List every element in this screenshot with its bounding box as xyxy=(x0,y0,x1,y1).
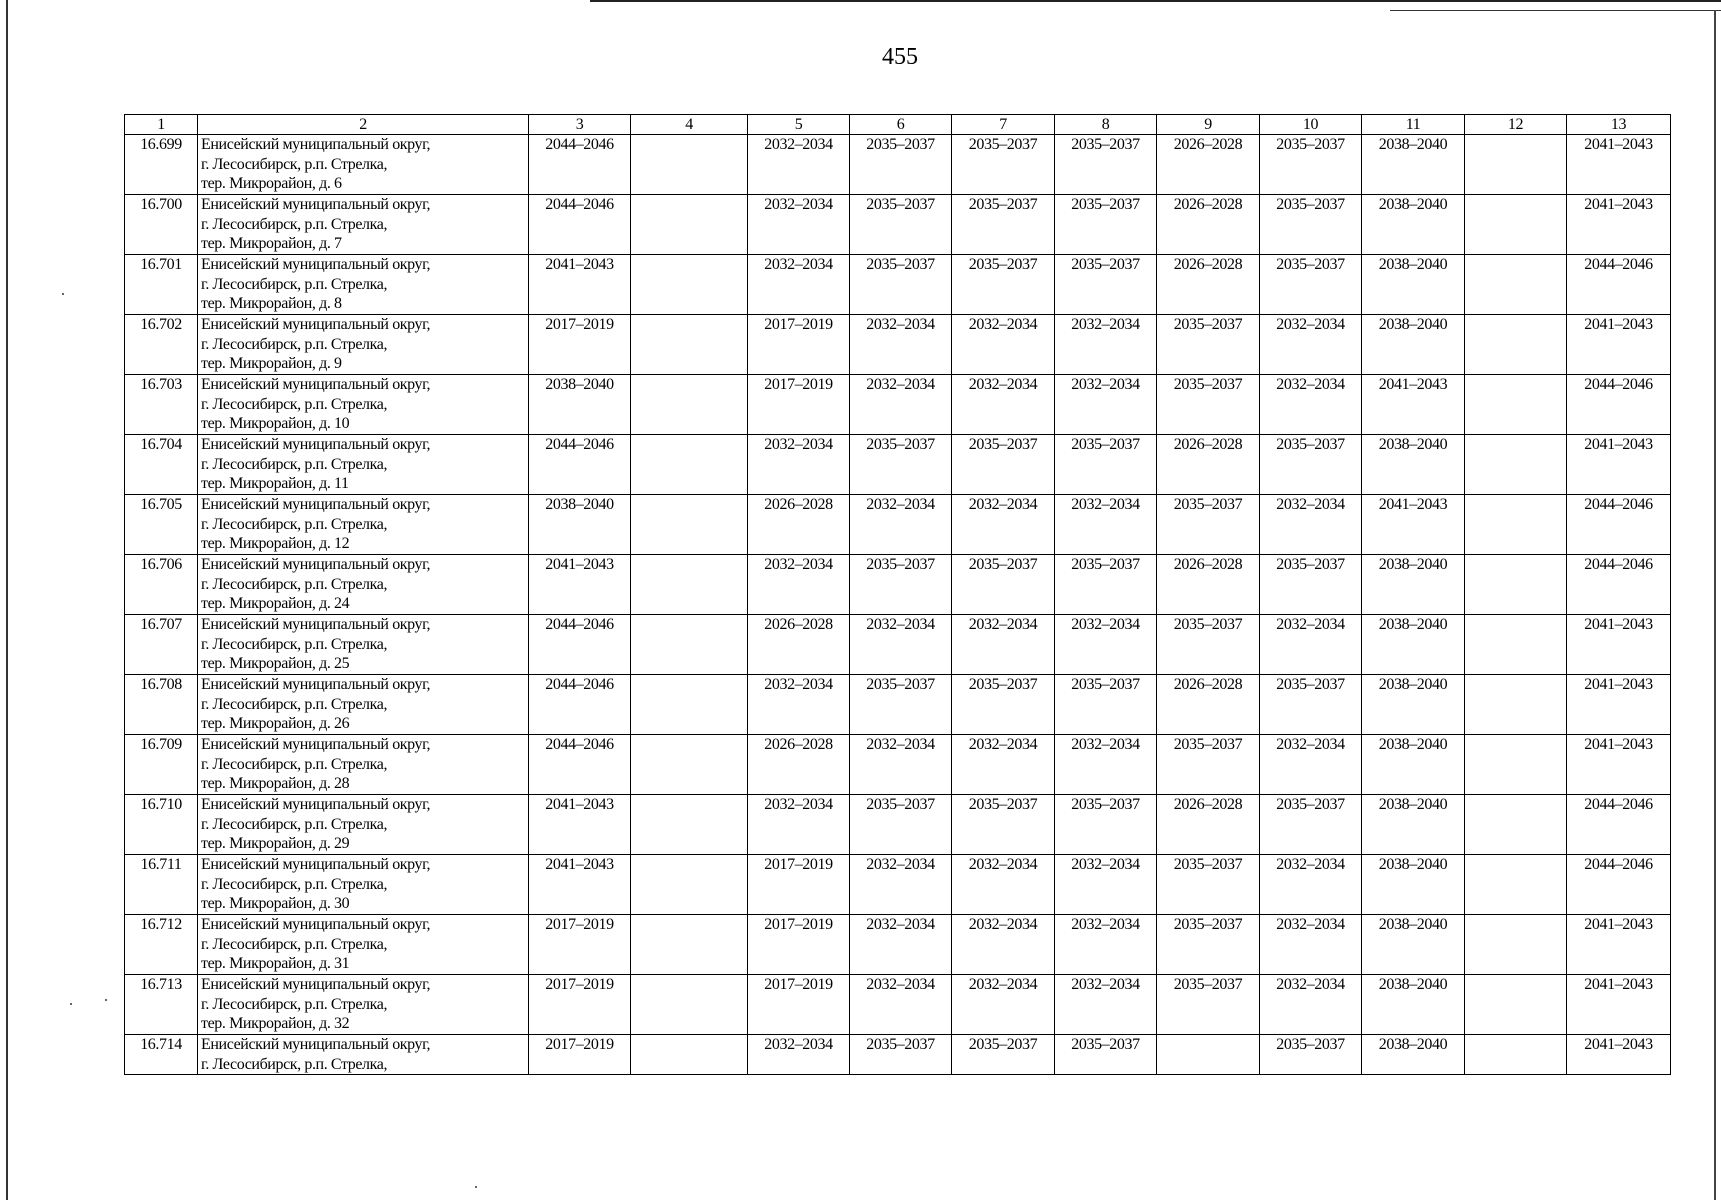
period-cell-c13: 2041–2043 xyxy=(1567,975,1671,1035)
address-cell xyxy=(198,1035,529,1075)
period-cell-c5: 2017–2019 xyxy=(748,855,850,915)
period-cell-c6: 2035–2037 xyxy=(850,1035,952,1075)
address-cell xyxy=(198,555,529,615)
period-cell-c3: 2044–2046 xyxy=(529,195,631,255)
period-cell-c3: 2017–2019 xyxy=(529,315,631,375)
period-cell-c6: 2032–2034 xyxy=(850,615,952,675)
period-cell-c12 xyxy=(1465,195,1567,255)
row-number: 16.714 xyxy=(125,1035,198,1075)
period-cell-c9: 2026–2028 xyxy=(1157,435,1260,495)
period-cell-c4 xyxy=(631,735,748,795)
address-line: Енисейский муниципальный округ, xyxy=(201,316,431,333)
period-cell-c10: 2032–2034 xyxy=(1260,855,1362,915)
period-cell-c3: 2044–2046 xyxy=(529,135,631,195)
address-line: г. Лесосибирск, р.п. Стрелка, xyxy=(201,395,388,413)
table-row xyxy=(125,675,1671,735)
period-cell-c9: 2035–2037 xyxy=(1157,615,1260,675)
table-row xyxy=(125,315,1671,375)
row-number: 16.707 xyxy=(125,615,198,675)
period-cell-c8: 2032–2034 xyxy=(1055,495,1157,555)
period-cell-c12 xyxy=(1465,915,1567,975)
address-line: г. Лесосибирск, р.п. Стрелка, xyxy=(201,335,388,353)
period-cell-c6: 2032–2034 xyxy=(850,495,952,555)
period-cell-c7: 2035–2037 xyxy=(952,255,1055,315)
period-cell-c3: 2038–2040 xyxy=(529,375,631,435)
period-cell-c11: 2038–2040 xyxy=(1362,1035,1465,1075)
period-cell-c4 xyxy=(631,375,748,435)
period-cell-c7: 2032–2034 xyxy=(952,855,1055,915)
column-header: 13 xyxy=(1567,115,1671,135)
period-cell-c9: 2035–2037 xyxy=(1157,495,1260,555)
period-cell-c13: 2041–2043 xyxy=(1567,915,1671,975)
address-line: тер. Микрорайон, д. 24 xyxy=(201,595,350,612)
period-cell-c8: 2032–2034 xyxy=(1055,975,1157,1035)
row-number: 16.703 xyxy=(125,375,198,435)
row-number: 16.699 xyxy=(125,135,198,195)
address-cell xyxy=(198,735,529,795)
period-cell-c12 xyxy=(1465,255,1567,315)
address-line: Енисейский муниципальный округ, xyxy=(201,856,431,873)
row-number: 16.712 xyxy=(125,915,198,975)
period-cell-c7: 2035–2037 xyxy=(952,795,1055,855)
address-line: г. Лесосибирск, р.п. Стрелка, xyxy=(201,455,388,473)
column-header: 1 xyxy=(125,115,198,135)
period-cell-c9: 2035–2037 xyxy=(1157,735,1260,795)
column-header: 5 xyxy=(748,115,850,135)
period-cell-c6: 2032–2034 xyxy=(850,855,952,915)
address-line: г. Лесосибирск, р.п. Стрелка, xyxy=(201,935,388,953)
table-row xyxy=(125,375,1671,435)
scan-speck xyxy=(70,1003,72,1005)
period-cell-c12 xyxy=(1465,975,1567,1035)
address-line: г. Лесосибирск, р.п. Стрелка, xyxy=(201,275,388,293)
period-cell-c12 xyxy=(1465,675,1567,735)
period-cell-c5: 2032–2034 xyxy=(748,795,850,855)
period-cell-c8: 2035–2037 xyxy=(1055,675,1157,735)
address-line: г. Лесосибирск, р.п. Стрелка, xyxy=(201,695,388,713)
period-cell-c13: 2044–2046 xyxy=(1567,375,1671,435)
row-number: 16.709 xyxy=(125,735,198,795)
period-cell-c4 xyxy=(631,975,748,1035)
row-number: 16.702 xyxy=(125,315,198,375)
period-cell-c4 xyxy=(631,255,748,315)
period-cell-c11: 2038–2040 xyxy=(1362,675,1465,735)
period-cell-c10: 2032–2034 xyxy=(1260,375,1362,435)
period-cell-c7: 2032–2034 xyxy=(952,495,1055,555)
period-cell-c6: 2035–2037 xyxy=(850,795,952,855)
period-cell-c4 xyxy=(631,855,748,915)
period-cell-c13: 2041–2043 xyxy=(1567,315,1671,375)
period-cell-c6: 2035–2037 xyxy=(850,195,952,255)
row-number: 16.711 xyxy=(125,855,198,915)
address-line: тер. Микрорайон, д. 29 xyxy=(201,835,350,852)
period-cell-c3: 2041–2043 xyxy=(529,255,631,315)
period-cell-c12 xyxy=(1465,375,1567,435)
period-cell-c3: 2044–2046 xyxy=(529,675,631,735)
row-number: 16.713 xyxy=(125,975,198,1035)
table-row xyxy=(125,975,1671,1035)
period-cell-c9: 2026–2028 xyxy=(1157,675,1260,735)
table-row xyxy=(125,855,1671,915)
address-line: г. Лесосибирск, р.п. Стрелка, xyxy=(201,635,388,653)
period-cell-c9: 2035–2037 xyxy=(1157,915,1260,975)
scan-speck xyxy=(62,293,64,295)
column-header: 10 xyxy=(1260,115,1362,135)
period-cell-c9: 2035–2037 xyxy=(1157,975,1260,1035)
schedule-table xyxy=(124,114,1671,1075)
period-cell-c10: 2032–2034 xyxy=(1260,315,1362,375)
address-line: Енисейский муниципальный округ, xyxy=(201,976,431,993)
address-line: тер. Микрорайон, д. 7 xyxy=(201,235,342,252)
period-cell-c5: 2032–2034 xyxy=(748,555,850,615)
period-cell-c3: 2044–2046 xyxy=(529,615,631,675)
period-cell-c7: 2035–2037 xyxy=(952,675,1055,735)
period-cell-c11: 2038–2040 xyxy=(1362,735,1465,795)
period-cell-c5: 2032–2034 xyxy=(748,1035,850,1075)
period-cell-c10: 2032–2034 xyxy=(1260,735,1362,795)
period-cell-c5: 2032–2034 xyxy=(748,675,850,735)
period-cell-c6: 2035–2037 xyxy=(850,435,952,495)
address-cell xyxy=(198,255,529,315)
table-row xyxy=(125,1035,1671,1075)
period-cell-c10: 2032–2034 xyxy=(1260,615,1362,675)
column-header: 4 xyxy=(631,115,748,135)
period-cell-c11: 2038–2040 xyxy=(1362,855,1465,915)
table-row xyxy=(125,435,1671,495)
period-cell-c8: 2032–2034 xyxy=(1055,855,1157,915)
address-cell xyxy=(198,615,529,675)
period-cell-c11: 2038–2040 xyxy=(1362,975,1465,1035)
period-cell-c4 xyxy=(631,1035,748,1075)
period-cell-c6: 2032–2034 xyxy=(850,375,952,435)
address-line: Енисейский муниципальный округ, xyxy=(201,196,431,213)
address-cell xyxy=(198,795,529,855)
period-cell-c5: 2026–2028 xyxy=(748,495,850,555)
period-cell-c7: 2035–2037 xyxy=(952,135,1055,195)
address-cell xyxy=(198,975,529,1035)
address-line: Енисейский муниципальный округ, xyxy=(201,916,431,933)
period-cell-c8: 2032–2034 xyxy=(1055,915,1157,975)
period-cell-c8: 2035–2037 xyxy=(1055,1035,1157,1075)
period-cell-c8: 2035–2037 xyxy=(1055,195,1157,255)
table-row xyxy=(125,735,1671,795)
period-cell-c5: 2032–2034 xyxy=(748,255,850,315)
address-line: Енисейский муниципальный округ, xyxy=(201,1036,431,1053)
period-cell-c10: 2035–2037 xyxy=(1260,675,1362,735)
period-cell-c6: 2032–2034 xyxy=(850,915,952,975)
period-cell-c9: 2035–2037 xyxy=(1157,855,1260,915)
scan-edge-right xyxy=(1714,10,1716,1200)
table-row xyxy=(125,615,1671,675)
period-cell-c4 xyxy=(631,915,748,975)
header-row xyxy=(125,115,1671,135)
column-header: 2 xyxy=(198,115,529,135)
address-line: Енисейский муниципальный округ, xyxy=(201,256,431,273)
period-cell-c13: 2041–2043 xyxy=(1567,435,1671,495)
period-cell-c11: 2038–2040 xyxy=(1362,315,1465,375)
period-cell-c4 xyxy=(631,795,748,855)
period-cell-c9: 2026–2028 xyxy=(1157,195,1260,255)
period-cell-c12 xyxy=(1465,495,1567,555)
period-cell-c5: 2017–2019 xyxy=(748,375,850,435)
address-line: тер. Микрорайон, д. 12 xyxy=(201,535,350,552)
address-line: г. Лесосибирск, р.п. Стрелка, xyxy=(201,515,388,533)
period-cell-c7: 2032–2034 xyxy=(952,375,1055,435)
address-cell xyxy=(198,915,529,975)
period-cell-c8: 2035–2037 xyxy=(1055,795,1157,855)
row-number: 16.701 xyxy=(125,255,198,315)
address-cell xyxy=(198,135,529,195)
address-line: Енисейский муниципальный округ, xyxy=(201,616,431,633)
table-row xyxy=(125,555,1671,615)
period-cell-c12 xyxy=(1465,615,1567,675)
period-cell-c12 xyxy=(1465,795,1567,855)
address-cell xyxy=(198,495,529,555)
period-cell-c8: 2032–2034 xyxy=(1055,375,1157,435)
address-line: г. Лесосибирск, р.п. Стрелка, xyxy=(201,815,388,833)
period-cell-c3: 2041–2043 xyxy=(529,555,631,615)
table-row xyxy=(125,495,1671,555)
period-cell-c11: 2038–2040 xyxy=(1362,555,1465,615)
period-cell-c13: 2044–2046 xyxy=(1567,555,1671,615)
period-cell-c12 xyxy=(1465,855,1567,915)
period-cell-c11: 2038–2040 xyxy=(1362,915,1465,975)
period-cell-c10: 2032–2034 xyxy=(1260,975,1362,1035)
period-cell-c5: 2026–2028 xyxy=(748,735,850,795)
column-header: 9 xyxy=(1157,115,1260,135)
period-cell-c5: 2017–2019 xyxy=(748,975,850,1035)
period-cell-c10: 2035–2037 xyxy=(1260,555,1362,615)
period-cell-c5: 2032–2034 xyxy=(748,135,850,195)
address-line: г. Лесосибирск, р.п. Стрелка, xyxy=(201,995,388,1013)
period-cell-c8: 2032–2034 xyxy=(1055,315,1157,375)
scan-edge-left xyxy=(6,0,8,1200)
period-cell-c10: 2035–2037 xyxy=(1260,135,1362,195)
address-line: г. Лесосибирск, р.п. Стрелка, xyxy=(201,875,388,893)
period-cell-c9 xyxy=(1157,1035,1260,1075)
period-cell-c7: 2032–2034 xyxy=(952,735,1055,795)
column-header: 6 xyxy=(850,115,952,135)
address-line: Енисейский муниципальный округ, xyxy=(201,676,431,693)
period-cell-c12 xyxy=(1465,315,1567,375)
period-cell-c3: 2038–2040 xyxy=(529,495,631,555)
period-cell-c7: 2032–2034 xyxy=(952,615,1055,675)
period-cell-c10: 2035–2037 xyxy=(1260,255,1362,315)
period-cell-c9: 2026–2028 xyxy=(1157,795,1260,855)
period-cell-c4 xyxy=(631,615,748,675)
address-line: тер. Микрорайон, д. 32 xyxy=(201,1015,350,1032)
row-number: 16.700 xyxy=(125,195,198,255)
period-cell-c12 xyxy=(1465,555,1567,615)
period-cell-c13: 2044–2046 xyxy=(1567,255,1671,315)
period-cell-c9: 2035–2037 xyxy=(1157,375,1260,435)
address-line: тер. Микрорайон, д. 28 xyxy=(201,775,350,792)
column-header: 3 xyxy=(529,115,631,135)
period-cell-c12 xyxy=(1465,735,1567,795)
period-cell-c10: 2032–2034 xyxy=(1260,915,1362,975)
period-cell-c13: 2041–2043 xyxy=(1567,195,1671,255)
period-cell-c13: 2044–2046 xyxy=(1567,795,1671,855)
scan-speck xyxy=(105,999,107,1001)
period-cell-c10: 2035–2037 xyxy=(1260,435,1362,495)
address-line: тер. Микрорайон, д. 6 xyxy=(201,175,342,192)
period-cell-c4 xyxy=(631,135,748,195)
period-cell-c10: 2035–2037 xyxy=(1260,795,1362,855)
table-row xyxy=(125,255,1671,315)
period-cell-c5: 2032–2034 xyxy=(748,435,850,495)
address-line: Енисейский муниципальный округ, xyxy=(201,136,431,153)
period-cell-c11: 2038–2040 xyxy=(1362,135,1465,195)
address-line: г. Лесосибирск, р.п. Стрелка, xyxy=(201,155,388,173)
period-cell-c11: 2038–2040 xyxy=(1362,195,1465,255)
period-cell-c4 xyxy=(631,495,748,555)
period-cell-c11: 2038–2040 xyxy=(1362,795,1465,855)
period-cell-c10: 2035–2037 xyxy=(1260,195,1362,255)
period-cell-c3: 2041–2043 xyxy=(529,855,631,915)
address-line: г. Лесосибирск, р.п. Стрелка, xyxy=(201,215,388,233)
table-row xyxy=(125,795,1671,855)
address-line: тер. Микрорайон, д. 11 xyxy=(201,475,349,492)
column-header: 7 xyxy=(952,115,1055,135)
period-cell-c11: 2041–2043 xyxy=(1362,495,1465,555)
period-cell-c13: 2041–2043 xyxy=(1567,135,1671,195)
address-line: г. Лесосибирск, р.п. Стрелка, xyxy=(201,755,388,773)
address-line: тер. Микрорайон, д. 26 xyxy=(201,715,350,732)
address-line: Енисейский муниципальный округ, xyxy=(201,376,431,393)
period-cell-c3: 2044–2046 xyxy=(529,735,631,795)
table-row xyxy=(125,135,1671,195)
period-cell-c6: 2032–2034 xyxy=(850,735,952,795)
period-cell-c13: 2041–2043 xyxy=(1567,1035,1671,1075)
address-cell xyxy=(198,375,529,435)
period-cell-c13: 2041–2043 xyxy=(1567,675,1671,735)
row-number: 16.705 xyxy=(125,495,198,555)
period-cell-c3: 2017–2019 xyxy=(529,915,631,975)
period-cell-c13: 2041–2043 xyxy=(1567,735,1671,795)
period-cell-c8: 2032–2034 xyxy=(1055,735,1157,795)
period-cell-c12 xyxy=(1465,135,1567,195)
address-line: г. Лесосибирск, р.п. Стрелка, xyxy=(201,575,388,593)
address-cell xyxy=(198,675,529,735)
table-row xyxy=(125,195,1671,255)
period-cell-c5: 2017–2019 xyxy=(748,315,850,375)
period-cell-c7: 2032–2034 xyxy=(952,915,1055,975)
address-line: тер. Микрорайон, д. 8 xyxy=(201,295,342,312)
address-line: Енисейский муниципальный округ, xyxy=(201,436,431,453)
period-cell-c6: 2035–2037 xyxy=(850,555,952,615)
period-cell-c5: 2017–2019 xyxy=(748,915,850,975)
period-cell-c8: 2032–2034 xyxy=(1055,615,1157,675)
period-cell-c7: 2035–2037 xyxy=(952,555,1055,615)
period-cell-c4 xyxy=(631,195,748,255)
period-cell-c3: 2041–2043 xyxy=(529,795,631,855)
address-line: Енисейский муниципальный округ, xyxy=(201,796,431,813)
address-line: Енисейский муниципальный округ, xyxy=(201,556,431,573)
period-cell-c11: 2041–2043 xyxy=(1362,375,1465,435)
column-header: 12 xyxy=(1465,115,1567,135)
address-cell xyxy=(198,195,529,255)
address-line: тер. Микрорайон, д. 10 xyxy=(201,415,350,432)
scan-speck xyxy=(475,1186,477,1188)
period-cell-c13: 2044–2046 xyxy=(1567,495,1671,555)
period-cell-c10: 2035–2037 xyxy=(1260,1035,1362,1075)
period-cell-c11: 2038–2040 xyxy=(1362,615,1465,675)
period-cell-c9: 2026–2028 xyxy=(1157,135,1260,195)
address-cell xyxy=(198,315,529,375)
period-cell-c9: 2035–2037 xyxy=(1157,315,1260,375)
period-cell-c10: 2032–2034 xyxy=(1260,495,1362,555)
period-cell-c7: 2035–2037 xyxy=(952,195,1055,255)
address-line: тер. Микрорайон, д. 25 xyxy=(201,655,350,672)
period-cell-c3: 2044–2046 xyxy=(529,435,631,495)
period-cell-c4 xyxy=(631,555,748,615)
row-number: 16.706 xyxy=(125,555,198,615)
column-header: 8 xyxy=(1055,115,1157,135)
period-cell-c4 xyxy=(631,315,748,375)
address-line: Енисейский муниципальный округ, xyxy=(201,496,431,513)
period-cell-c5: 2026–2028 xyxy=(748,615,850,675)
period-cell-c7: 2032–2034 xyxy=(952,315,1055,375)
period-cell-c3: 2017–2019 xyxy=(529,1035,631,1075)
address-cell xyxy=(198,855,529,915)
period-cell-c7: 2035–2037 xyxy=(952,1035,1055,1075)
period-cell-c7: 2032–2034 xyxy=(952,975,1055,1035)
column-header: 11 xyxy=(1362,115,1465,135)
row-number: 16.704 xyxy=(125,435,198,495)
page-number: 455 xyxy=(882,44,918,70)
period-cell-c6: 2032–2034 xyxy=(850,975,952,1035)
period-cell-c11: 2038–2040 xyxy=(1362,255,1465,315)
period-cell-c5: 2032–2034 xyxy=(748,195,850,255)
period-cell-c6: 2035–2037 xyxy=(850,255,952,315)
period-cell-c12 xyxy=(1465,435,1567,495)
address-line: Енисейский муниципальный округ, xyxy=(201,736,431,753)
period-cell-c12 xyxy=(1465,1035,1567,1075)
period-cell-c11: 2038–2040 xyxy=(1362,435,1465,495)
period-cell-c4 xyxy=(631,435,748,495)
period-cell-c13: 2044–2046 xyxy=(1567,855,1671,915)
period-cell-c8: 2035–2037 xyxy=(1055,135,1157,195)
period-cell-c8: 2035–2037 xyxy=(1055,255,1157,315)
address-line: г. Лесосибирск, р.п. Стрелка, xyxy=(201,1055,388,1073)
row-number: 16.710 xyxy=(125,795,198,855)
period-cell-c6: 2035–2037 xyxy=(850,135,952,195)
period-cell-c4 xyxy=(631,675,748,735)
address-line: тер. Микрорайон, д. 9 xyxy=(201,355,342,372)
address-line: тер. Микрорайон, д. 30 xyxy=(201,895,350,912)
address-cell xyxy=(198,435,529,495)
row-number: 16.708 xyxy=(125,675,198,735)
table-row xyxy=(125,915,1671,975)
period-cell-c3: 2017–2019 xyxy=(529,975,631,1035)
period-cell-c7: 2035–2037 xyxy=(952,435,1055,495)
address-line: тер. Микрорайон, д. 31 xyxy=(201,955,350,972)
period-cell-c8: 2035–2037 xyxy=(1055,555,1157,615)
period-cell-c9: 2026–2028 xyxy=(1157,255,1260,315)
period-cell-c6: 2035–2037 xyxy=(850,675,952,735)
period-cell-c9: 2026–2028 xyxy=(1157,555,1260,615)
period-cell-c13: 2041–2043 xyxy=(1567,615,1671,675)
period-cell-c6: 2032–2034 xyxy=(850,315,952,375)
period-cell-c8: 2035–2037 xyxy=(1055,435,1157,495)
scan-edge-top-right xyxy=(1390,0,1721,11)
